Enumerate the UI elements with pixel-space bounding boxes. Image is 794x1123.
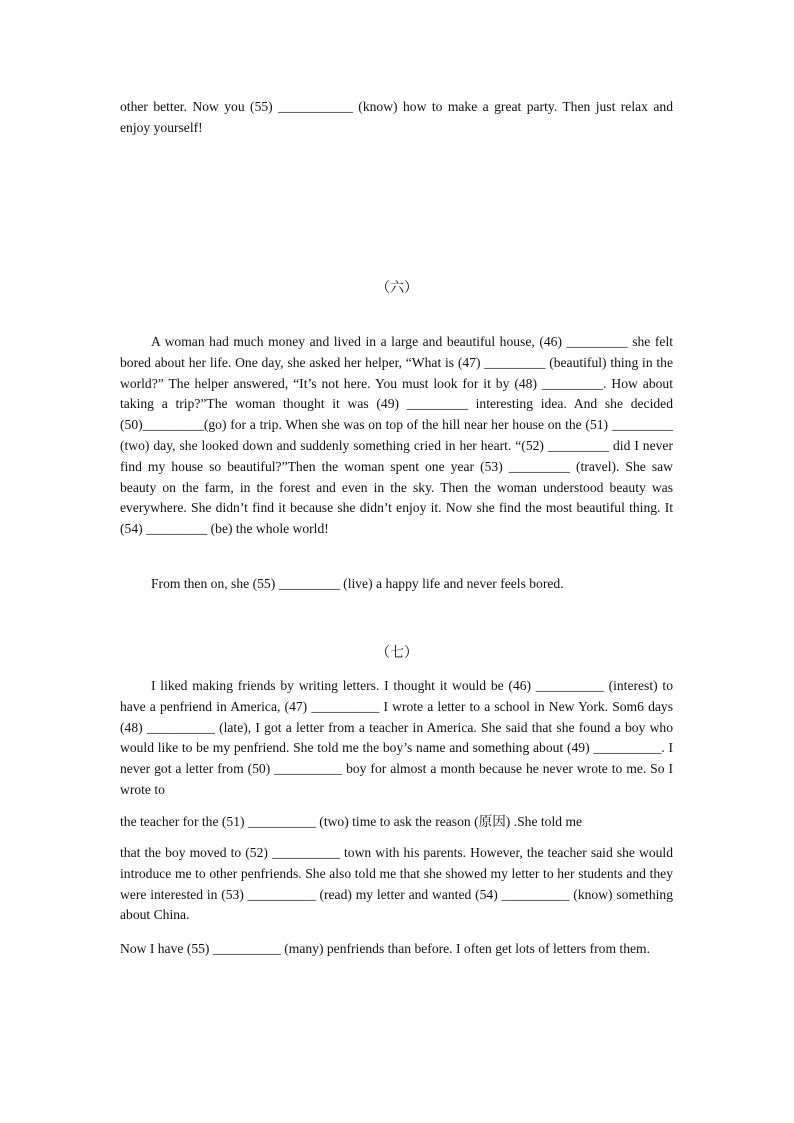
intro-paragraph: other better. Now you (55) ___________ (know) how to make a great party. Then just relax and enjoy yourself! [120,99,673,135]
section-7-paragraph-1: I liked making friends by writing letters. I thought it would be (46) __________ (interest) to have a penfriend in America, (47) __________ I wrote a letter to a school in New York. Som6 days (48) __________ (late), I got a letter from a teacher in America. She said that she found a boy who would like to be my penfriend. She told me the boy’s name and something about (49) __________. I never got a letter from (50) __________ boy for almost a month because he never wrote to me. So I wrote to [120,678,673,797]
section-7-paragraph-2: that the boy moved to (52) __________ town with his parents. However, the teacher said she would introduce me to other penfriends. She also told me that she showed my letter to her students and they were interested in (53) __________ (read) my letter and wanted (54) __________ (know) something about China. [120,845,673,923]
section-7-heading: （七） [376,646,418,661]
section-6-paragraph-1: A woman had much money and lived in a large and beautiful house, (46) _________ she felt bored about her life. One day, she asked her helper, “What is (47) _________ (beautiful) thing in the world?” The helper answered, “It’s not here. You must look for it by (48) _________. How about taking a trip?”The woman thought it was (49) _________ interesting idea. And she decided (50)_________(go) for a trip. When she was on top of the hill near her house on the (51) _________ (two) day, she looked down and suddenly something cried in her heart. “(52) _________ did I never find my house so beautiful?”Then the woman spent one year (53) _________ (travel). She saw beauty on the farm, in the forest and even in the sky. Then the woman understood beauty was everywhere. She didn’t find it because she didn’t enjoy it. Now she find the most beautiful thing. It (54) _________ (be) the whole world! [120,334,673,537]
section-7-reason-line: the teacher for the (51) __________ (two) time to ask the reason (原因) .She told me [120,814,583,829]
section-6-heading: （六） [376,281,418,296]
section-7-paragraph-3: Now I have (55) __________ (many) penfriends than before. I often get lots of letters from them. [120,941,651,956]
section-6-paragraph-2: From then on, she (55) _________ (live) a happy life and never feels bored. [151,576,564,591]
